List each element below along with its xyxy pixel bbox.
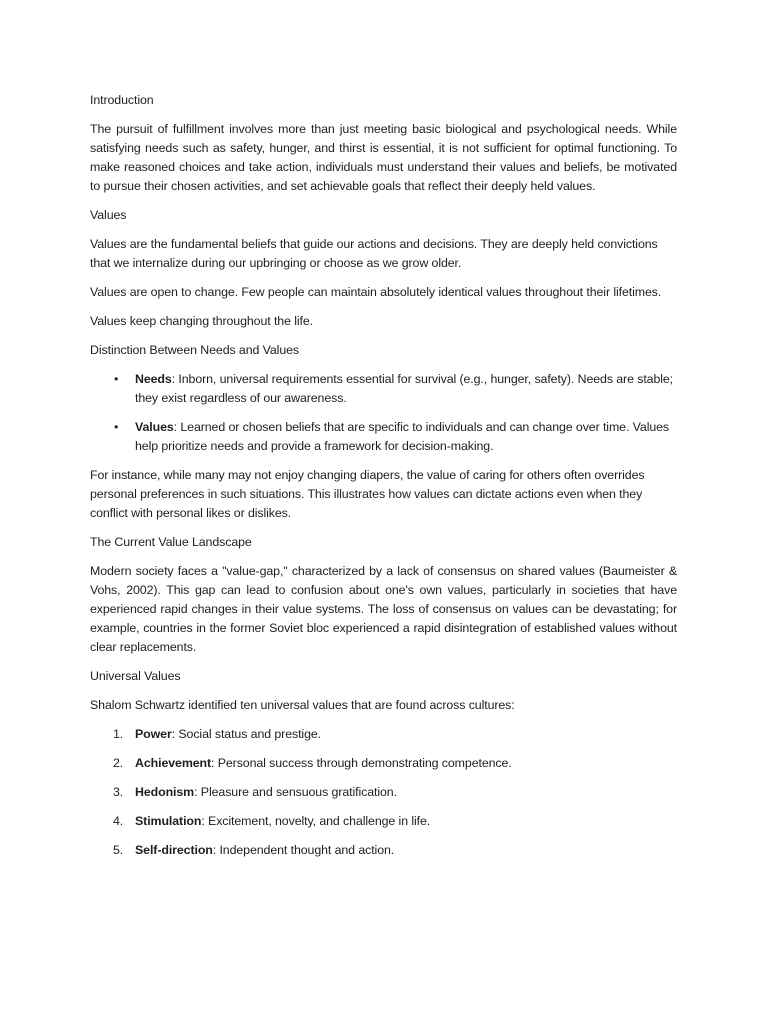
list-item [90,783,677,802]
list-item-term: Values [135,420,174,434]
list-item-text: : Personal success through demonstrating competence. [211,756,512,770]
list-item-text: : Pleasure and sensuous gratification. [194,785,397,799]
bullet-glyph: • [114,420,119,434]
bullet-glyph: • [114,372,119,386]
list-item-text: : Inborn, universal requirements essential for survival (e.g., hunger, safety). Needs are stable; they exist regardless of our awareness. [135,372,674,405]
distinction-list [90,370,677,456]
document-page [90,91,677,870]
list-item [90,812,677,831]
distinction-heading: Distinction Between Needs and Values [90,343,300,357]
universal-values-heading: Universal Values [90,669,181,683]
landscape-paragraph: Modern society faces a "value-gap," characterized by a lack of consensus on shared values (Baumeister & Vohs, 2002). This gap can lead to confusion about one's own values, particularly in societies that have experienced rapid changes in their value systems. The loss of consensus on values can be devastating; for example, countries in the former Soviet bloc experienced a rapid disintegration of established values without clear replacements. [90,564,677,654]
list-item-term: Power [135,727,172,741]
list-item-term: Stimulation [135,814,202,828]
list-item-number: 3. [113,785,124,799]
introduction-paragraph: The pursuit of fulfillment involves more than just meeting basic biological and psychological needs. While satisfying needs such as safety, hunger, and thirst is essential, it is not sufficient for optimal functioning. To make reasoned choices and take action, individuals must understand their values and beliefs, be motivated to pursue their chosen activities, and set achievable goals that reflect their deeply held values. [90,122,677,193]
list-item-term: Achievement [135,756,212,770]
list-item-number: 5. [113,843,124,857]
instance-paragraph: For instance, while many may not enjoy changing diapers, the value of caring for others often overrides personal preferences in such situations. This illustrates how values can dictate actions even when they conflict with personal likes or dislikes. [90,468,645,520]
list-item-text: : Excitement, novelty, and challenge in life. [201,814,431,828]
list-item-number: 4. [113,814,124,828]
list-item [90,754,677,773]
list-item [90,418,677,456]
list-item [90,370,677,408]
list-item-number: 2. [113,756,124,770]
values-paragraph-2: Values are open to change. Few people can maintain absolutely identical values throughout their lifetimes. [90,285,662,299]
list-item-text: : Learned or chosen beliefs that are specific to individuals and can change over time. Values help prioritize needs and provide a framework for decision-making. [135,420,670,453]
list-item-text: : Independent thought and action. [212,843,395,857]
list-item-term: Needs [135,372,172,386]
introduction-heading: Introduction [90,93,154,107]
landscape-heading: The Current Value Landscape [90,535,252,549]
list-item [90,841,677,860]
universal-values-list [90,725,677,860]
universal-values-paragraph: Shalom Schwartz identified ten universal values that are found across cultures: [90,698,515,712]
values-paragraph-3: Values keep changing throughout the life. [90,314,313,328]
list-item [90,725,677,744]
list-item-term: Self-direction [135,843,213,857]
list-item-term: Hedonism [135,785,195,799]
list-item-text: : Social status and prestige. [171,727,322,741]
values-paragraph-1: Values are the fundamental beliefs that guide our actions and decisions. They are deeply held convictions that we internalize during our upbringing or choose as we grow older. [90,237,658,270]
list-item-number: 1. [113,727,124,741]
values-heading: Values [90,208,127,222]
